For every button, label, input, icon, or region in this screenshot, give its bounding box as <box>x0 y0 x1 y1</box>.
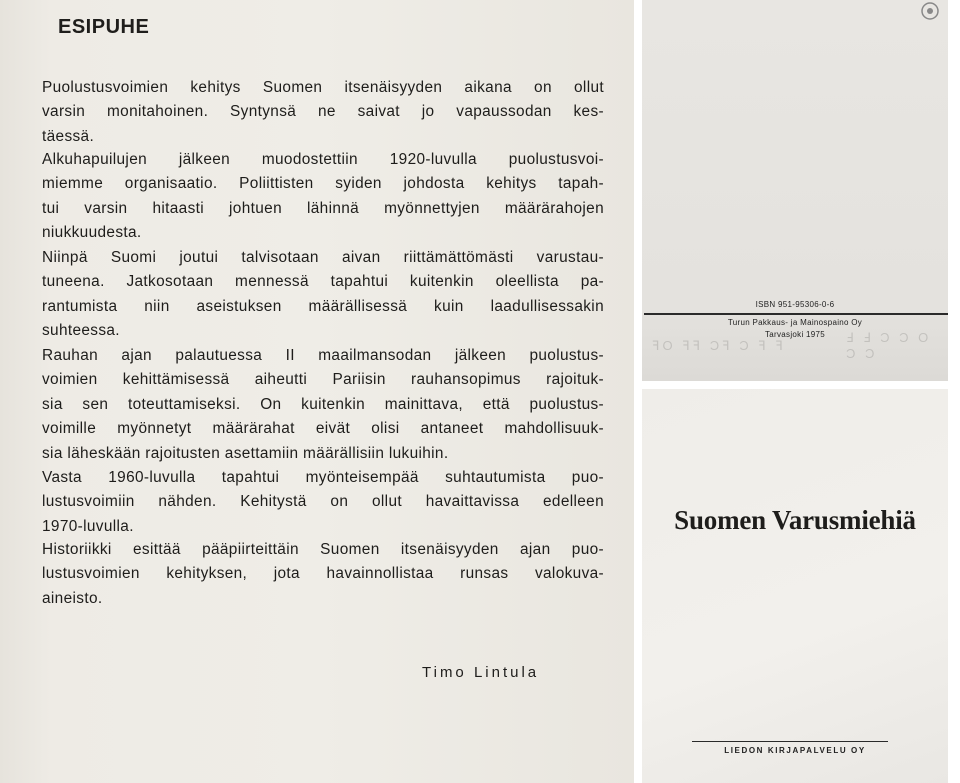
paragraph-line: lustusvoimiin nähden. Kehitystä on ollut havaittavissa edelleen <box>42 493 604 511</box>
paragraph-line: Historiikki esittää pääpiirteittäin Suomen itsenäisyyden ajan puo- <box>42 541 604 558</box>
bleed-through-text: Ⅎ Ⅎ Ɔ Ɔ O Ɔ Ɔ <box>846 330 932 361</box>
title-page <box>642 389 948 783</box>
colophon-rule <box>644 313 948 315</box>
publisher-name: LIEDON KIRJAPALVELU OY <box>724 746 866 755</box>
paragraph-line: sia sen toteuttamiseksi. On kuitenkin mainittava, että puolustus- <box>42 395 604 413</box>
paragraph-line: sia läheskään rajoitusten asettamiin määrällisiin lukuihin. <box>42 444 449 462</box>
book-title: Suomen Varusmiehiä <box>674 505 916 535</box>
paragraph-line: rantumista niin aseistuksen määrällisessä kuin laadullisessakin <box>42 297 604 315</box>
isbn-line: ISBN 951-95306-0-6 <box>755 300 835 309</box>
paragraph-line: aineisto. <box>42 589 103 607</box>
foreword-paragraph <box>42 246 604 344</box>
foreword-paragraph <box>42 76 604 149</box>
paragraph-line: Puolustusvoimien kehitys Suomen itsenäisyyden aikana on ollut <box>42 79 604 96</box>
paragraph-line: 1970-luvulla. <box>42 517 134 535</box>
view-counter-icon[interactable] <box>915 0 945 22</box>
paragraph-line: tui varsin hitaasti johtuen lähinnä myönnettyjen määrärahojen <box>42 199 604 217</box>
paragraph-line: Rauhan ajan palautuessa II maailmansodan jälkeen puolustus- <box>42 347 604 364</box>
foreword-heading: ESIPUHE <box>58 16 150 38</box>
foreword-paragraph <box>42 466 604 539</box>
paragraph-line: suhteessa. <box>42 322 120 340</box>
paragraph-line: tuneena. Jatkosotaan mennessä tapahtui kuitenkin oleellista pa- <box>42 273 604 291</box>
paragraph-line: miemme organisaatio. Poliittisten syiden johdosta kehitys tapah- <box>42 175 604 193</box>
paragraph-line: Niinpä Suomi joutui talvisotaan aivan riittämättömästi varustau- <box>42 249 604 266</box>
publisher-rule <box>692 741 888 742</box>
printer-line: Turun Pakkaus- ja Mainospaino Oy <box>727 318 863 327</box>
foreword-paragraph <box>42 538 604 611</box>
paragraph-line: Alkuhapuilujen jälkeen muodostettiin 1920-luvulla puolustusvoi- <box>42 151 604 168</box>
paragraph-line: Vasta 1960-luvulla tapahtui myönteisempää suhtautumista puo- <box>42 469 604 486</box>
foreword-paragraph <box>42 148 604 246</box>
bleed-through-text: ꟻO ꟻꟻ Ɔꟻ Ɔ ꟻ ꟻ <box>652 338 786 353</box>
paragraph-line: täessä. <box>42 127 95 145</box>
author-signature: Timo Lintula <box>422 664 540 681</box>
foreword-paragraph <box>42 344 604 466</box>
paragraph-line: niukkuudesta. <box>42 224 142 242</box>
paragraph-line: varsin monitahoinen. Syntynsä ne saivat jo vapaussodan kes- <box>42 103 604 121</box>
paragraph-line: voimien kehittämisessä aiheutti Pariisin rauhansopimus rajoituk- <box>42 371 604 389</box>
colophon-page <box>642 0 948 381</box>
paragraph-line: voimille myönnetyt määrärahat eivät olisi antaneet mahdollisuuk- <box>42 420 604 438</box>
paragraph-line: lustusvoimien kehityksen, jota havainnollistaa runsas valokuva- <box>42 565 604 583</box>
place-year-line: Tarvasjoki 1975 <box>764 330 826 339</box>
